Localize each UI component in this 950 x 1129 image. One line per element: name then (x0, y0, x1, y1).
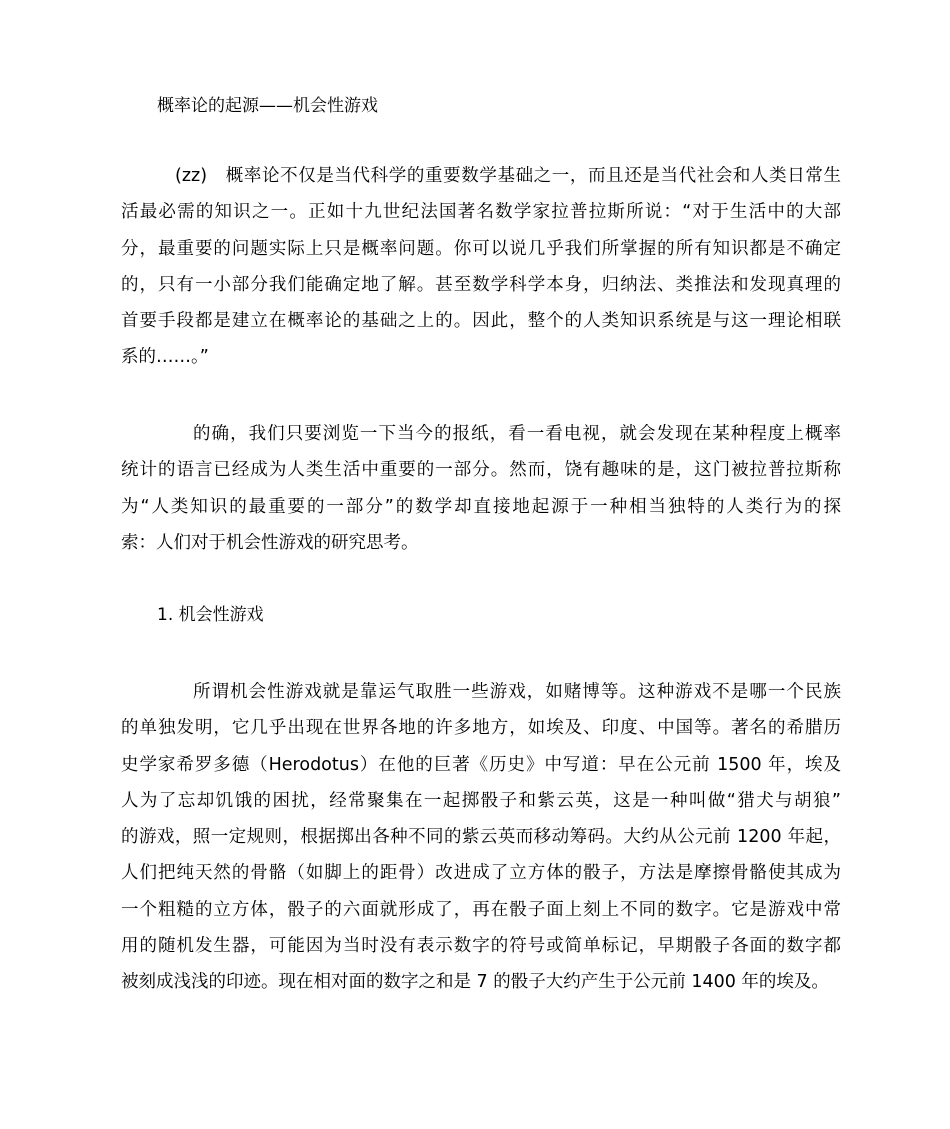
paragraph-line: 人们把纯天然的骨骼（如脚上的距骨）改进成了立方体的骰子，方法是摩擦骨骼使其成为 (121, 863, 841, 884)
paragraph-line: 的单独发明，它几乎出现在世界各地的许多地方，如埃及、印度、中国等。著名的希腊历 (121, 718, 841, 739)
paragraph-line: 的确，我们只要浏览一下当今的报纸，看一看电视，就会发现在某种程度上概率 (193, 424, 841, 444)
paragraph-games-of-chance (121, 674, 841, 1001)
paragraph-line: 为“人类知识的最重要的一部分”的数学却直接地起源于一种相当独特的人类行为的探 (121, 496, 841, 517)
paragraph-line: 所谓机会性游戏就是靠运气取胜一些游戏，如赌博等。这种游戏不是哪一个民族 (193, 682, 841, 702)
paragraph-line: 统计的语言已经成为人类生活中重要的一部分。然而，饶有趣味的是，这门被拉普拉斯称 (121, 460, 841, 481)
paragraph-intro (121, 158, 841, 376)
paragraph-line: 系的……。” (121, 347, 209, 368)
document-title: 概率论的起源——机会性游戏 (157, 96, 378, 116)
paragraph-line: 用的随机发生器，可能因为当时没有表示数字的符号或简单标记，早期骰子各面的数字都 (121, 936, 841, 957)
paragraph-line: 一个粗糙的立方体，骰子的六面就形成了，再在骰子面上刻上不同的数字。它是游戏中常 (121, 899, 841, 920)
paragraph-modern-relevance (121, 416, 841, 561)
paragraph-line: 人为了忘却饥饿的困扰，经常聚集在一起掷骰子和紫云英，这是一种叫做“猎犬与胡狼” (121, 790, 841, 811)
paragraph-line: 的，只有一小部分我们能确定地了解。甚至数学科学本身，归纳法、类推法和发现真理的 (121, 274, 841, 295)
paragraph-line: 史学家希罗多德（Herodotus）在他的巨著《历史》中写道：早在公元前 1500 年，埃及 (121, 754, 841, 775)
paragraph-line: (zz) 概率论不仅是当代科学的重要数学基础之一，而且还是当代社会和人类日常生 (175, 166, 841, 186)
paragraph-line: 的游戏，照一定规则，根据掷出各种不同的紫云英而移动筹码。大约从公元前 1200 年起， (121, 827, 841, 848)
paragraph-line: 首要手段都是建立在概率论的基础之上的。因此，整个的人类知识系统是与这一理论相联 (121, 311, 841, 332)
section-heading: 1. 机会性游戏 (157, 605, 264, 625)
paragraph-line: 活最必需的知识之一。正如十九世纪法国著名数学家拉普拉斯所说：“对于生活中的大部 (121, 202, 841, 223)
paragraph-line: 索：人们对于机会性游戏的研究思考。 (121, 532, 419, 553)
paragraph-line: 被刻成浅浅的印迹。现在相对面的数字之和是 7 的骰子大约产生于公元前 1400 年的埃及。 (121, 972, 829, 993)
paragraph-line: 分，最重要的问题实际上只是概率问题。你可以说几乎我们所掌握的所有知识都是不确定 (121, 238, 841, 259)
